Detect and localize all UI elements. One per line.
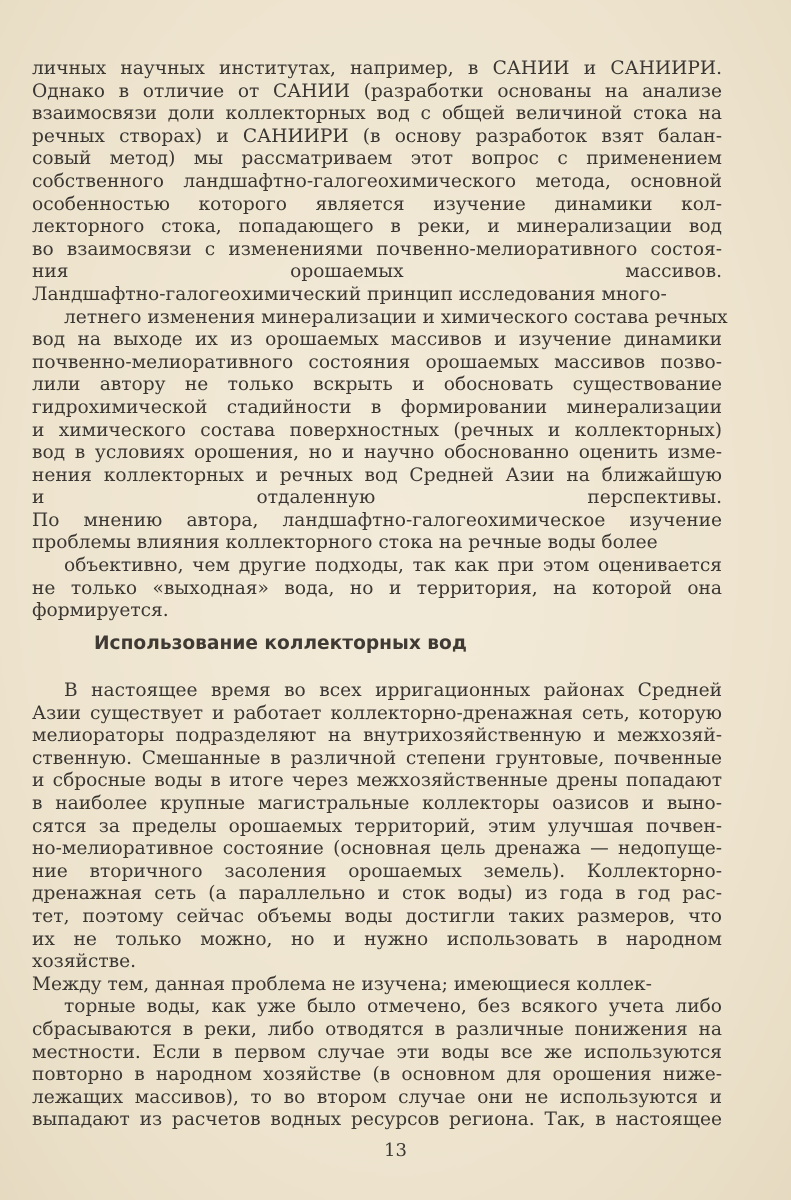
text-line: ственную. Смешанные в различной степени грунтовые, почвенные: [32, 747, 722, 769]
text-line: лекторного стока, попадающего в реки, и минерализации вод: [32, 216, 722, 238]
text-line: Между тем, данная проблема не изучена; имеющиеся коллек-: [32, 973, 652, 995]
text-line: В настоящее время во всех ирригационных районах Средней: [64, 680, 722, 701]
text-line: повторно в народном хозяйстве (в основном для орошения ниже-: [32, 1064, 722, 1086]
text-line: ние вторичного засоления орошаемых земель). Коллекторно-: [32, 860, 722, 882]
text-line: По мнению автора, ландшафтно-галогеохимическое изучение: [32, 509, 722, 531]
text-line: нения коллекторных и речных вод Средней Азии на ближайшую: [32, 464, 722, 486]
body-text-top: [32, 58, 728, 623]
section-heading: Использование коллекторных вод: [94, 633, 467, 654]
text-line: проблемы влияния коллекторного стока на речные воды более: [32, 532, 658, 554]
text-line: объективно, чем другие подходы, так как при этом оценивается: [64, 555, 722, 577]
text-line: формируется.: [32, 600, 169, 622]
text-line: местности. Если в первом случае эти воды все же используются: [32, 1041, 722, 1063]
text-line: вод в условиях орошения, но и научно обоснованно оценить изме-: [32, 442, 722, 464]
text-line: Ландшафтно-галогеохимический принцип исследования много-: [32, 283, 667, 305]
text-line: и сбросные воды в итоге через межхозяйственные дрены попадают: [32, 770, 722, 792]
text-line: мелиораторы подразделяют на внутрихозяйственную и межхозяй-: [32, 725, 722, 747]
text-line: сбрасываются в реки, либо отводятся в различные понижения на: [32, 1018, 722, 1040]
text-line: лили автору не только вскрыть и обосновать существование: [32, 374, 722, 396]
text-line: ния орошаемых массивов.: [32, 261, 722, 283]
text-line: Однако в отличие от САНИИ (разработки основаны на анализе: [32, 80, 722, 102]
text-line: гидрохимической стадийности в формировании минерализации: [32, 396, 722, 418]
text-line: но-мелиоративное состояние (основная цель дренажа — недопуще-: [32, 838, 722, 860]
text-line: хозяйстве.: [32, 951, 137, 973]
text-line: выпадают из расчетов водных ресурсов региона. Так, в настоящее: [32, 1109, 722, 1131]
text-line: почвенно-мелиоративного состояния орошаемых массивов позво-: [32, 351, 722, 373]
text-line: и химического состава поверхностных (речных и коллекторных): [32, 419, 722, 441]
text-line: тет, поэтому сейчас объемы воды достигли таких размеров, что: [32, 905, 722, 927]
text-line: торные воды, как уже было отмечено, без всякого учета либо: [64, 996, 722, 1018]
body-text-bottom: [32, 680, 722, 1132]
text-line: совый метод) мы рассматриваем этот вопрос с применением: [32, 148, 722, 170]
text-line: речных створах) и САНИИРИ (в основу разработок взят балан-: [32, 125, 722, 147]
text-line: летнего изменения минерализации и химического состава речных: [64, 306, 728, 328]
text-line: во взаимосвязи с изменениями почвенно-мелиоративного состоя-: [32, 238, 722, 260]
text-line: взаимосвязи доли коллекторных вод с общей величиной стока на: [32, 103, 722, 125]
text-line: лежащих массивов), то во втором случае они не используются и: [32, 1086, 722, 1108]
text-line: не только «выходная» вода, но и территория, на которой она: [32, 577, 722, 599]
text-line: в наиболее крупные магистральные коллекторы оазисов и выно-: [32, 792, 722, 814]
page-number: 13: [384, 1140, 407, 1161]
text-line: вод на выходе их из орошаемых массивов и изучение динамики: [32, 329, 722, 351]
text-line: сятся за пределы орошаемых территорий, этим улучшая почвен-: [32, 815, 722, 837]
text-line: их не только можно, но и нужно использовать в народном: [32, 928, 722, 950]
text-line: личных научных институтах, например, в САНИИ и САНИИРИ.: [32, 58, 722, 79]
text-line: собственного ландшафтно-галогеохимического метода, основной: [32, 170, 722, 192]
text-line: Азии существует и работает коллекторно-дренажная сеть, которую: [32, 702, 722, 724]
text-line: особенностью которого является изучение динамики кол-: [32, 193, 722, 215]
text-line: и отдаленную перспективы.: [32, 487, 722, 509]
text-line: дренажная сеть (а параллельно и сток воды) из года в год рас-: [32, 883, 722, 905]
